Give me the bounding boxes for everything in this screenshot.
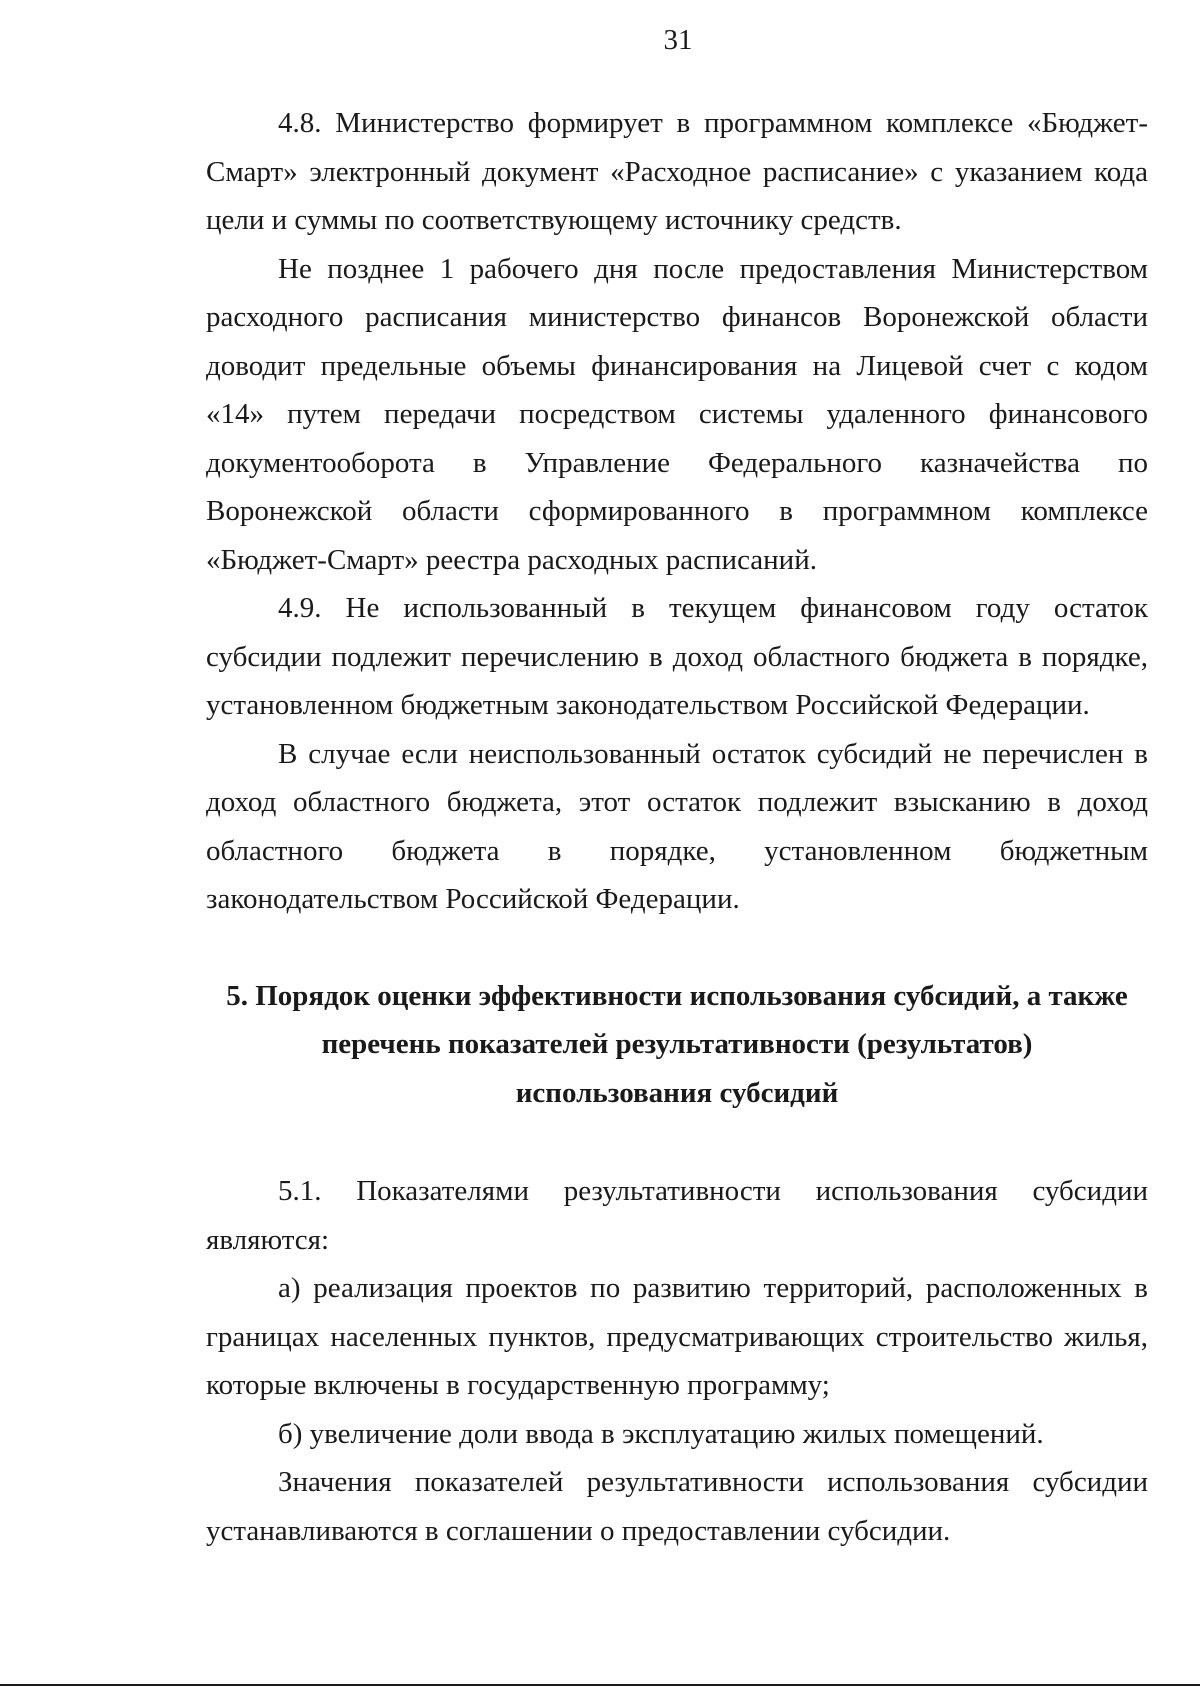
heading-line: 5. Порядок оценки эффективности использования субсидий, а также	[226, 979, 1128, 1012]
list-item-a: а) реализация проектов по развитию территорий, расположенных в границах населенных пунктов, предусматривающих строительство жилья, которые включены в государственную программу;	[206, 1272, 1148, 1401]
paragraph-4-9: 4.9. Не использованный в текущем финансовом году остаток субсидии подлежит перечислению в доход областного бюджета в порядке, установленном бюджетным законодательством Российской Федерации.	[206, 592, 1148, 721]
document-body	[206, 99, 1148, 1555]
section-5-heading	[206, 972, 1148, 1118]
spacer	[206, 1117, 1148, 1167]
paragraph-4-9-recovery: В случае если неиспользованный остаток субсидий не перечислен в доход областного бюджета, этот остаток подлежит взысканию в доход областного бюджета в порядке, установленном бюджетным законодательством Российской Федерации.	[206, 737, 1148, 915]
list-item-b: б) увеличение доли ввода в эксплуатацию жилых помещений.	[278, 1417, 1044, 1450]
spacer	[206, 924, 1148, 972]
paragraph-5-1: 5.1. Показателями результативности использования субсидии являются:	[206, 1175, 1148, 1256]
heading-line: использования субсидий	[515, 1076, 839, 1109]
paragraph-4-8: 4.8. Министерство формирует в программном комплексе «Бюджет-Смарт» электронный документ «Расходное расписание» с указанием кода цели и суммы по соответствующему источнику средств.	[206, 107, 1148, 236]
bottom-edge-line	[0, 1684, 1200, 1686]
page-number: 31	[663, 24, 693, 56]
paragraph-indicator-values: Значения показателей результативности использования субсидии устанавливаются в соглашении о предоставлении субсидии.	[206, 1466, 1148, 1547]
paragraph-4-8-deadline: Не позднее 1 рабочего дня после предоставления Министерством расходного расписания министерство финансов Воронежской области доводит предельные объемы финансирования на Лицевой счет с кодом «14» путем передачи посредством системы удаленного финансового документооборота в Управление Федерального казначейства по Воронежской области сформированного в программном комплексе «Бюджет-Смарт» реестра расходных расписаний.	[206, 252, 1148, 576]
heading-line: перечень показателей результативности (результатов)	[321, 1028, 1033, 1060]
